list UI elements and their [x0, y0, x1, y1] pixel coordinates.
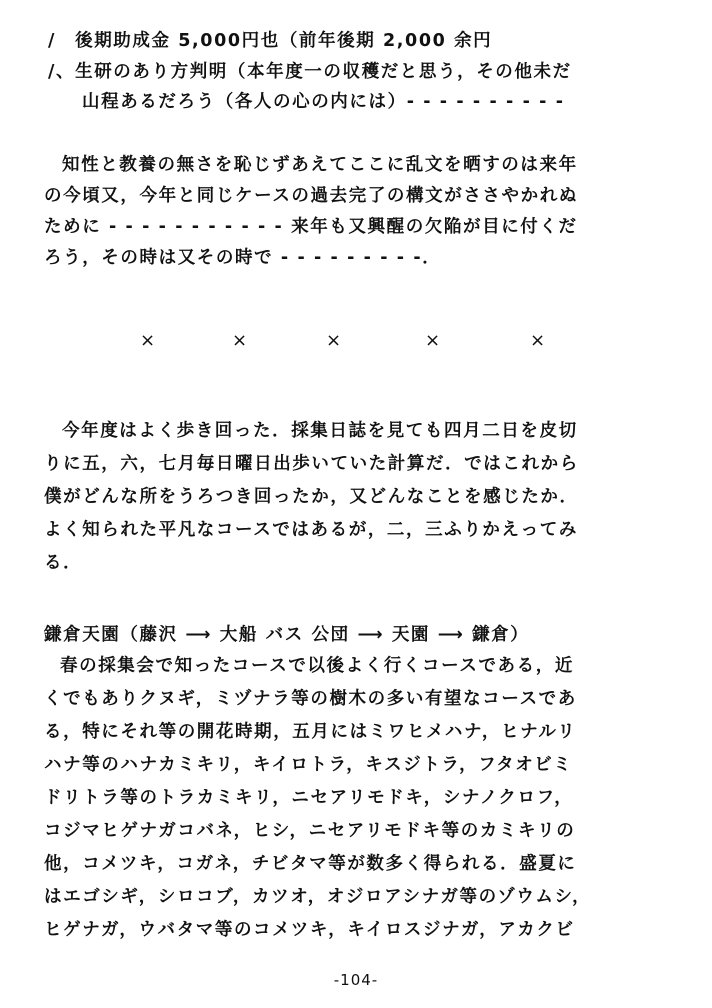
- text-line: りに五，六，七月毎日曜日出歩いていた計算だ．ではこれから: [44, 454, 579, 474]
- page-number: -104-: [333, 971, 379, 989]
- text-line: くでもありクヌギ，ミヅナラ等の樹木の多い有望なコースであ: [44, 689, 577, 709]
- separator-mark: ×: [326, 330, 342, 351]
- text-line: 他，コメツキ，コガネ，チビタマ等が数多く得られる．盛夏に: [44, 854, 577, 874]
- text-line: 知性と教養の無さを恥じずあえてここに乱文を晒すのは来年: [62, 155, 578, 175]
- separator-mark: ×: [140, 330, 156, 351]
- text-line: る．: [44, 553, 83, 573]
- text-line: る，特にそれ等の開花時期，五月にはミワヒメハナ，ヒナルリ: [44, 722, 577, 742]
- text-line: ろう，その時は又その時で - - - - - - - - -．: [44, 248, 442, 268]
- text-line: 今年度はよく歩き回った．採集日誌を見ても四月二日を皮切: [62, 421, 578, 441]
- text-line: 僕がどんな所をうろつき回ったか，又どんなことを感じたか．: [44, 487, 579, 507]
- text-line: の今頃又，今年と同じケースの過去完了の構文がささやかれぬ: [44, 186, 578, 206]
- separator-mark: ×: [232, 330, 248, 351]
- text-line: /、生研のあり方判明（本年度一の収穫だと思う，その他未だ: [48, 62, 572, 82]
- text-line: ために - - - - - - - - - - - 来年も又興醒の欠陥が目に付くだ: [44, 217, 578, 237]
- section-separator: [0, 330, 712, 354]
- separator-mark: ×: [425, 330, 441, 351]
- text-line: ヒゲナガ，ウバタマ等のコメツキ，キイロスジナガ，アカクビ: [44, 920, 575, 940]
- text-line: ドリトラ等のトラカミキリ，ニセアリモドキ，シナノクロフ，: [44, 788, 574, 808]
- text-line: 山程あるだろう（各人の心の内には）- - - - - - - - - -: [82, 92, 565, 112]
- text-line: コジマヒゲナガコバネ，ヒシ，ニセアリモドキ等のカミキリの: [44, 821, 576, 841]
- text-line: / 後期助成金 5,000円也（前年後期 2,000 余円: [48, 31, 493, 51]
- section-heading: 鎌倉天園（藤沢 ⟶ 大船 バス 公団 ⟶ 天園 ⟶ 鎌倉）: [44, 625, 530, 645]
- text-line: 春の採集会で知ったコースで以後よく行くコースである，近: [60, 656, 574, 676]
- text-line: よく知られた平凡なコースではあるが，二，三ふりかえってみ: [44, 520, 578, 540]
- separator-mark: ×: [530, 330, 546, 351]
- text-line: はエゴシギ，シロコブ，カツオ，オジロアシナガ等のゾウムシ，: [44, 887, 592, 907]
- text-line: ハナ等のハナカミキリ，キイロトラ，キスジトラ，フタオビミ: [44, 755, 573, 775]
